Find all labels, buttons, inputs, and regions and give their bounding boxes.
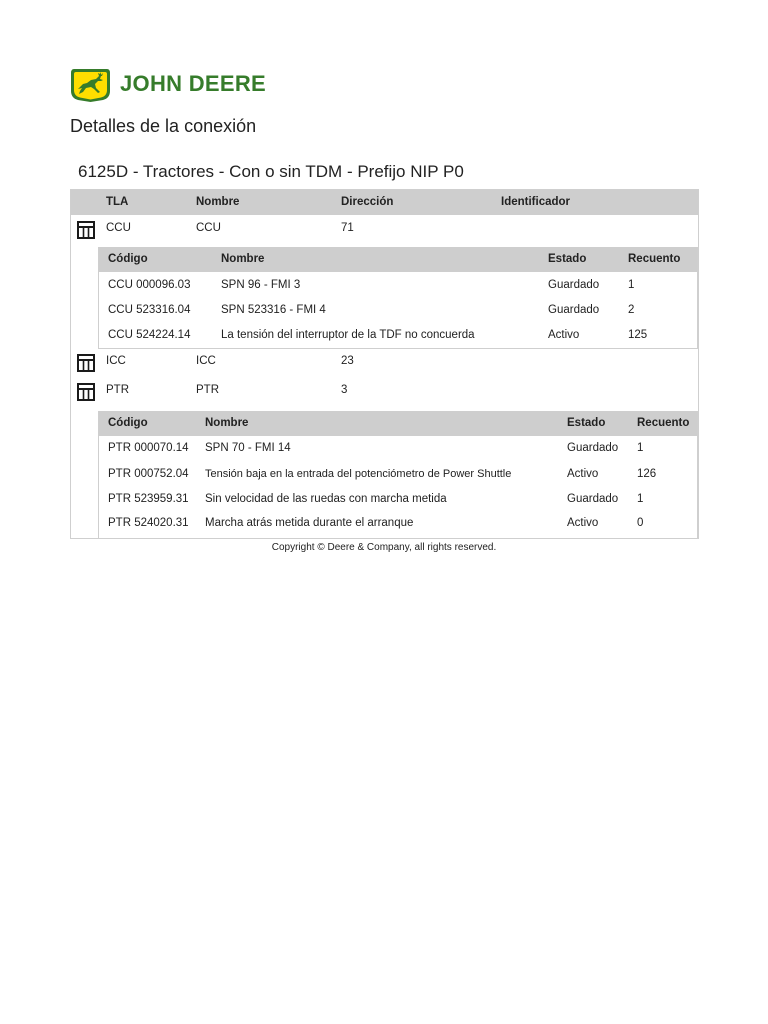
table-grid-icon[interactable] — [77, 221, 95, 239]
dtc-codigo: CCU 000096.03 — [108, 279, 191, 291]
dtc-recuento: 125 — [628, 329, 648, 341]
dtc-nombre: Marcha atrás metida durante el arranque — [205, 517, 414, 529]
dtc-estado: Guardado — [567, 493, 619, 505]
dtc-estado: Guardado — [567, 442, 619, 454]
dtc-recuento: 2 — [628, 304, 635, 316]
header-nombre: Nombre — [221, 253, 265, 265]
ecu-direccion: 3 — [341, 384, 348, 396]
dtc-estado: Guardado — [548, 279, 600, 291]
ecu-direccion: 71 — [341, 222, 354, 234]
header-identificador: Identificador — [501, 196, 571, 208]
header-codigo: Código — [108, 253, 148, 265]
copyright-notice: Copyright © Deere & Company, all rights reserved. — [271, 542, 497, 553]
ecu-tla: PTR — [106, 384, 129, 396]
leaping-deer-icon — [70, 67, 111, 102]
ccu-dtc-table — [98, 247, 698, 349]
header-recuento: Recuento — [637, 417, 690, 429]
dtc-nombre: SPN 96 - FMI 3 — [221, 279, 301, 291]
header-direccion: Dirección — [341, 196, 394, 208]
ecu-tla: ICC — [106, 355, 126, 367]
dtc-estado: Activo — [567, 468, 599, 480]
connection-details-table — [70, 189, 699, 539]
ecu-nombre: PTR — [196, 384, 219, 396]
dtc-nombre: La tensión del interruptor de la TDF no concuerda — [221, 329, 475, 341]
table-grid-icon[interactable] — [77, 354, 95, 372]
table-grid-icon[interactable] — [77, 383, 95, 401]
ptr-dtc-table — [98, 411, 698, 538]
dtc-nombre: SPN 70 - FMI 14 — [205, 442, 291, 454]
header-nombre: Nombre — [196, 196, 240, 208]
dtc-codigo: PTR 000752.04 — [108, 468, 189, 480]
ecu-nombre: CCU — [196, 222, 221, 234]
dtc-estado: Activo — [567, 517, 599, 529]
dtc-recuento: 126 — [637, 468, 657, 480]
ecu-nombre: ICC — [196, 355, 216, 367]
dtc-codigo: CCU 524224.14 — [108, 329, 191, 341]
model-title: 6125D - Tractores - Con o sin TDM - Prefijo NIP P0 — [78, 162, 464, 181]
dtc-recuento: 1 — [637, 442, 644, 454]
dtc-codigo: PTR 523959.31 — [108, 493, 189, 505]
dtc-estado: Guardado — [548, 304, 600, 316]
dtc-table-header — [99, 411, 697, 436]
header-tla: TLA — [106, 196, 129, 208]
dtc-codigo: PTR 000070.14 — [108, 442, 189, 454]
dtc-table-header — [99, 247, 697, 272]
dtc-nombre: SPN 523316 - FMI 4 — [221, 304, 326, 316]
ecu-table-header — [71, 190, 698, 215]
dtc-codigo: CCU 523316.04 — [108, 304, 191, 316]
dtc-nombre: Sin velocidad de las ruedas con marcha metida — [205, 493, 447, 505]
brand-name: JOHN DEERE — [120, 71, 267, 96]
dtc-codigo: PTR 524020.31 — [108, 517, 189, 529]
dtc-estado: Activo — [548, 329, 580, 341]
header-nombre: Nombre — [205, 417, 249, 429]
page-title: Detalles de la conexión — [70, 116, 257, 136]
john-deere-logo — [70, 66, 266, 102]
dtc-recuento: 1 — [637, 493, 644, 505]
header-estado: Estado — [548, 253, 587, 265]
ecu-tla: CCU — [106, 222, 131, 234]
header-codigo: Código — [108, 417, 148, 429]
header-estado: Estado — [567, 417, 606, 429]
dtc-recuento: 1 — [628, 279, 635, 291]
dtc-nombre: Tensión baja en la entrada del potenciómetro de Power Shuttle — [205, 468, 512, 480]
ecu-direccion: 23 — [341, 355, 354, 367]
header-recuento: Recuento — [628, 253, 681, 265]
dtc-recuento: 0 — [637, 517, 644, 529]
